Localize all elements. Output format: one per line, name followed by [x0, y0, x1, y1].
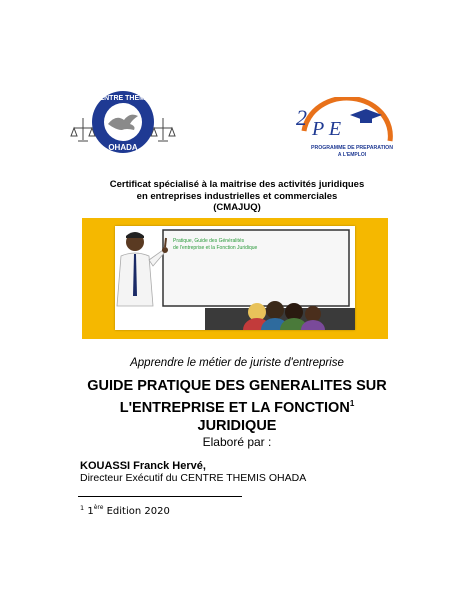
scale-right-icon	[151, 118, 175, 141]
classroom-illustration	[115, 226, 355, 330]
footnote-ordinal: ère	[93, 504, 104, 512]
title-line-3: JURIDIQUE	[197, 418, 277, 434]
footnote-text: Edition 2020	[103, 506, 170, 518]
footnote-separator	[78, 496, 242, 497]
subtitle: Apprendre le métier de juriste d'entreprise	[130, 357, 344, 369]
title-footnote-marker: 1	[349, 399, 355, 408]
footnote	[80, 504, 170, 517]
scale-left-icon	[71, 118, 95, 141]
board-text-line-1: Pratique, Guide des Généralités	[173, 238, 245, 244]
footnote-number: 1	[87, 506, 94, 518]
certificate-line-1: Certificat spécialisé à la maitrise des activités juridiques	[109, 179, 365, 190]
pe-logo-number: 2	[296, 105, 307, 130]
certificate-line-3: (CMAJUQ)	[213, 202, 261, 213]
certificate-title	[60, 179, 414, 214]
title-line-1: GUIDE PRATIQUE DES GENERALITES SUR	[87, 378, 387, 394]
author-name: KOUASSI Franck Hervé,	[80, 460, 206, 472]
author-role: Directeur Exécutif du CENTRE THEMIS OHADA	[80, 472, 307, 484]
pe-logo-line1: PROGRAMME DE PREPARATION	[311, 145, 393, 151]
title-line-2	[60, 395, 414, 417]
prepared-by-label: Elaboré par :	[202, 435, 272, 449]
themis-logo-bottom-text: OHADA	[108, 143, 138, 152]
pe-logo-letters: P E	[312, 118, 342, 140]
footnote-marker: 1	[80, 504, 85, 512]
pe-logo-line2: A L'EMPLOI	[337, 152, 367, 158]
footnote-edition	[87, 506, 170, 517]
main-title	[60, 377, 414, 435]
2pe-program-logo	[290, 97, 408, 161]
certificate-line-2: en entreprises industrielles et commerciales	[136, 190, 338, 202]
title-line-2-text: L'ENTREPRISE ET LA FONCTION	[119, 400, 350, 416]
centre-themis-ohada-logo	[70, 88, 176, 158]
themis-logo-top-text: CENTRE THEMIS	[94, 95, 152, 102]
board-text-line-2: de l'entreprise et la Fonction Juridique	[173, 245, 258, 251]
